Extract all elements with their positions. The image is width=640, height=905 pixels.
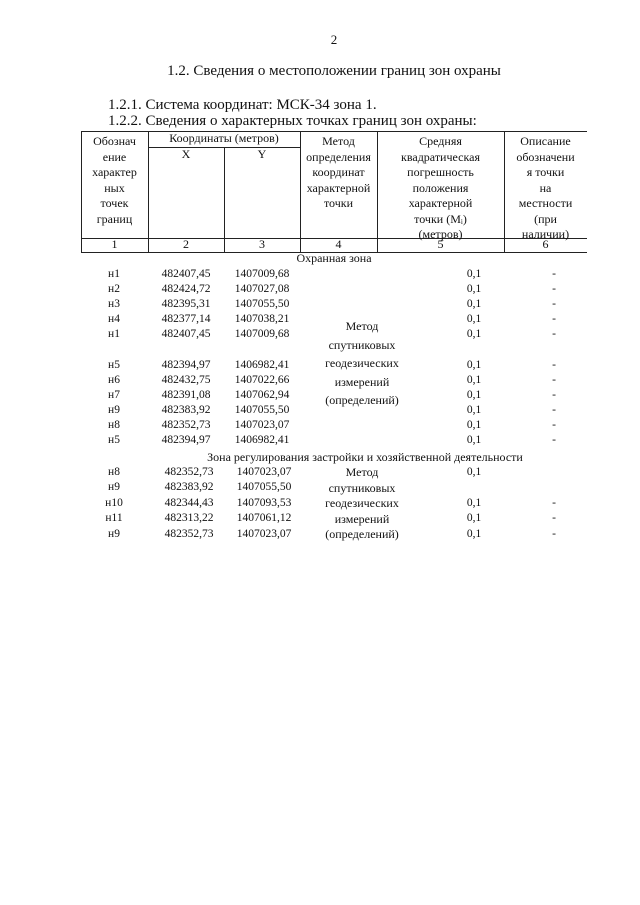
header-point-designation: характер [92,165,137,179]
coord-x: 482394,97 [161,359,211,371]
error-value: 0,1 [466,374,482,386]
error-value: 0,1 [466,268,482,280]
coord-x: 482352,73 [161,419,211,431]
point-id: н4 [108,313,120,325]
point-id: н11 [105,512,123,524]
coord-y: 1407055,50 [234,298,290,310]
coord-y: 1407027,08 [234,283,290,295]
page-number: 2 [330,32,338,47]
header-error: Средняя [419,134,462,148]
error-value: 0,1 [466,419,482,431]
point-id: н6 [108,374,120,386]
point-description: - [552,268,556,280]
point-id: н1 [108,328,120,340]
header-y: Y [257,147,267,161]
error-value: 0,1 [466,328,482,340]
boundary-points-table [81,131,587,571]
zone2-method: геодезических [325,496,399,510]
column-number: 4 [335,237,342,251]
point-id: н7 [108,389,120,401]
header-description: я точки [526,165,565,179]
error-value: 0,1 [466,466,482,478]
header-method: точки [323,196,354,210]
header-coordinates: Координаты (метров) [169,131,279,145]
coord-x: 482395,31 [161,298,211,310]
zone2-method: измерений [334,511,390,526]
subsection-coordinate-system: 1.2.1. Система координат: МСК-34 зона 1. [108,97,377,113]
coord-x: 482391,08 [161,389,211,401]
point-id: н8 [108,466,120,478]
point-description: - [552,328,556,340]
header-description: местности [518,196,573,210]
coord-y: 1407023,07 [236,466,292,478]
point-id: н9 [108,528,120,540]
coord-y: 1407061,12 [236,512,292,524]
error-value: 0,1 [466,389,482,401]
subsection-boundary-points: 1.2.2. Сведения о характерных точках границ зон охраны: [108,113,477,129]
point-description: - [552,389,556,401]
point-id: н1 [108,268,120,280]
header-error: квадратическая [401,149,480,164]
point-description: - [552,313,556,325]
error-value: 0,1 [466,497,482,509]
point-description: - [552,419,556,431]
coord-y: 1407022,66 [234,374,290,386]
coord-y: 1406982,41 [234,359,290,371]
point-id: н9 [108,481,120,493]
header-method: координат [312,165,365,179]
point-id: н3 [108,298,120,310]
point-id: н5 [108,359,120,371]
zone1-method: спутниковых [328,337,396,352]
point-id: н8 [108,419,120,431]
zone2-method: (определений) [325,527,399,541]
column-number: 5 [437,237,444,251]
header-point-designation: точек [100,196,129,210]
zone2-method: спутниковых [328,480,396,495]
coord-y: 1407009,68 [234,328,290,340]
coord-x: 482394,97 [161,434,211,446]
error-value: 0,1 [466,404,482,416]
coord-y: 1407055,50 [236,481,292,493]
coord-x: 482352,73 [164,528,214,540]
header-method: Метод [322,134,355,148]
point-description: - [552,434,556,446]
point-description: - [552,528,556,540]
coord-x: 482352,73 [164,466,214,478]
column-number: 6 [542,237,549,251]
zone1-method: (определений) [325,393,399,407]
point-id: н2 [108,283,120,295]
header-point-designation: ение [102,149,127,164]
header-method: определения [306,149,371,164]
coord-y: 1407023,07 [236,528,292,540]
point-description: - [552,374,556,386]
error-value: 0,1 [466,359,482,371]
coord-y: 1407023,07 [234,419,290,431]
column-number: 1 [111,237,118,251]
coord-x: 482383,92 [161,404,211,416]
section-title: 1.2. Сведения о местоположении границ зон охраны [167,63,501,79]
header-error: характерной [408,196,473,210]
coord-x: 482344,43 [164,497,214,509]
coord-y: 1407055,50 [234,404,290,416]
header-description: наличии) [521,227,570,241]
header-error: положения [412,180,469,195]
error-value: 0,1 [466,528,482,540]
coord-x: 482407,45 [161,268,211,280]
point-description: - [552,497,556,509]
header-description: (при [534,211,557,226]
coord-y: 1407093,53 [236,497,292,509]
zone1-method: измерений [334,374,390,389]
column-number: 3 [259,237,265,251]
header-error: точки (Mᵢ) [414,211,467,226]
coord-x: 482377,14 [161,313,211,325]
header-description: обозначени [516,149,575,164]
header-point-designation: Обознач [93,134,136,148]
point-description: - [552,512,556,524]
error-value: 0,1 [466,298,482,310]
coord-y: 1407062,94 [234,389,290,401]
coord-x: 482313,22 [164,512,214,524]
point-id: н10 [105,497,123,509]
point-id: н5 [108,434,120,446]
header-x: X [181,147,191,161]
header-method: характерной [306,180,371,195]
coord-y: 1407038,21 [234,313,290,325]
point-description: - [552,298,556,310]
coord-x: 482424,72 [161,283,211,295]
coord-x: 482432,75 [161,374,211,386]
zone2-method: Метод [345,465,379,479]
header-description: на [539,180,552,195]
column-number: 2 [183,237,189,251]
point-id: н9 [108,404,120,416]
error-value: 0,1 [466,512,482,524]
coord-y: 1407009,68 [234,268,290,280]
header-description: Описание [520,134,571,148]
header-point-designation: границ [96,211,133,226]
header-error: погрешность [407,165,474,179]
error-value: 0,1 [466,283,482,295]
point-description: - [552,359,556,371]
zone1-method: Метод [345,319,379,333]
zone1-method: геодезических [325,356,399,370]
header-point-designation: ных [104,180,125,195]
coord-y: 1406982,41 [234,434,290,446]
zone1-title: Охранная зона [296,251,372,265]
point-description: - [552,404,556,416]
coord-x: 482383,92 [164,481,214,493]
zone2-title: Зона регулирования застройки и хозяйственной деятельности [207,450,523,464]
header-error: (метров) [418,227,463,241]
error-value: 0,1 [466,434,482,446]
error-value: 0,1 [466,313,482,325]
point-description: - [552,283,556,295]
coord-x: 482407,45 [161,328,211,340]
